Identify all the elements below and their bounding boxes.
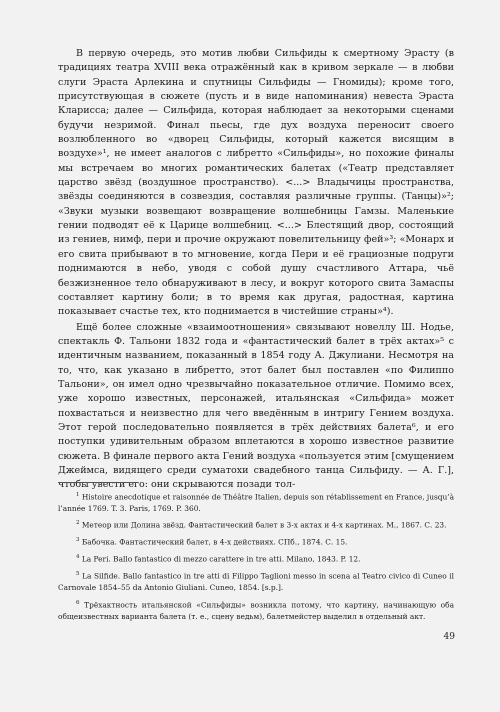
body-paragraph-1: В первую очередь, это мотив любви Сильфиды к смертному Эрасту (в традициях театра XVIII века отражённый как в кривом зеркале — в любви слуги Эраста Арлекина и спутницы Сильфиды — Гномиды); кроме того, присутствующая в сюжете (пусть и в виде напоминания) невеста Эраста Кларисса; далее — Сильфида, которая наблюдает за некоторыми сценами будучи незримой. Финал пьесы, где дух воздуха переносит своего возлюбленного во «дворец Сильфиды, который кажется висящим в воздухе»¹, не имеет аналогов с либретто «Сильфиды», но похожие финалы мы встречаем во многих романтических балетах («Театр представляет царство звёзд (воздушное пространство). <...> Владычицы пространства, звёзды соединяются в созвездия, составляя различные группы. (Танцы)»²; «Звуки музыки возвещают возвращение волшебницы Гамзы. Маленькие гении подводят её к Царице волшебниц. <...> Блестящий двор, состоящий из гениев, нимф, пери и прочие окружают повелительницу фей»³; «Монарх и его свита прибывают в то мгновение, когда Пери и её грациозные подруги поднимаются в небо, уводя с собой душу счастливого Аттара, чьё безжизненное тело обнаруживают в лесу, и вокруг которого свита Замаспы составляет картину боли; в то время как другая, радостная, картина показывает счастье тех, кто поднимается в чистейшие страны»⁴). [58, 48, 454, 318]
footnote-text: La Peri. Ballo fantastico di mezzo carattere in tre atti. Milano, 1843. P. 12. [81, 554, 361, 564]
footnote-text: Бабочка. Фантастический балет, в 4-х действиях. СПб., 1874. С. 15. [81, 537, 348, 547]
footnote-number: 3 [76, 537, 80, 544]
footnote-number: 4 [76, 554, 80, 561]
footnote-text: Histoire anecdotique et raisonnée de Théâtre Italien, depuis son rétablissement en France, jusqu’à l’année 1769. T. 3. Paris, 1769. P. 360. [58, 492, 454, 513]
footnote-text: La Silfide. Ballo fantastico in tre atti di Filippo Taglioni messo in scena al Teatro civico di Cuneo il Carnovale 1854–55 da Antonio Giuliani. Cuneo, 1854. [s.p.]. [58, 571, 454, 593]
footnote-number: 5 [76, 571, 80, 578]
footnote-6 [58, 598, 454, 622]
footnote-number: 1 [76, 492, 80, 498]
footnote-1 [58, 490, 454, 514]
body-text [58, 47, 454, 493]
footnote-3 [58, 535, 454, 548]
footnote-text: Метеор или Долина звёзд. Фантастический балет в 3-х актах и 4-х картинах. М., 1867. С. 23. [81, 520, 447, 530]
footnote-number: 2 [76, 520, 80, 527]
footnotes [58, 490, 454, 626]
footnote-4 [58, 552, 454, 565]
footnote-text: Трёхактность итальянской «Сильфиды» возникла потому, что картину, начинающую оба общеизвестных варианта балета (т. е., сцену ведьм), балетмейстер выделил в отдельный акт. [58, 600, 454, 621]
body-paragraph-2: Ещё более сложные «взаимоотношения» связывают новеллу Ш. Нодье, спектакль Ф. Тальони 1832 года и «фантастический балет в трёх актах»⁵ с идентичным названием, показанный в 1854 году А. Джулиани. Несмотря на то, что, как указано в либретто, этот балет был поставлен «по Филиппо Тальони», он имел одно чрезвычайно показательное отличие. Помимо всех, уже хорошо известных, персонажей, итальянская «Сильфида» может похвастаться и неизвестно для чего введённым в интригу Гением воздуха. Этот герой последовательно появляется в трёх действиях балета⁶, и его поступки удивительным образом вплетаются в хорошо известное развитие сюжета. В финале первого акта Гений воздуха «пользуется этим [смущением Джеймса, видящего среди суматохи свадебного танца Сильфиду. — А. Г.], чтобы увести его: они скрываются позади тол- [58, 321, 454, 491]
page-number: 49 [443, 632, 455, 642]
footnote-separator [58, 482, 138, 483]
footnote-5 [58, 569, 454, 593]
footnote-2 [58, 518, 454, 531]
footnote-number: 6 [76, 599, 80, 606]
